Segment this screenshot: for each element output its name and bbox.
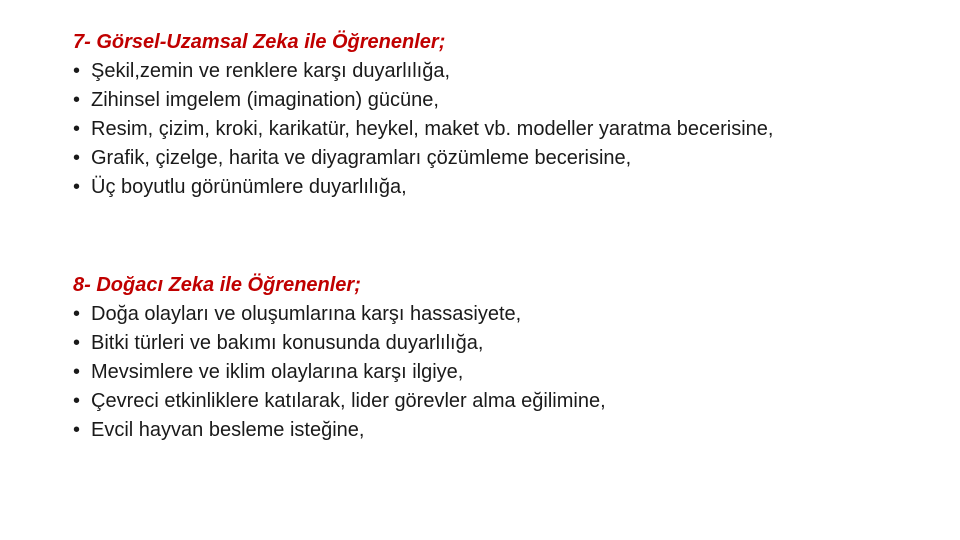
list-item-text: Çevreci etkinliklere katılarak, lider görevler alma eğilimine, [91,390,606,412]
list-item [73,358,833,387]
bullet-icon: • [73,118,81,140]
list-item [73,300,833,329]
list-item-text: Zihinsel imgelem (imagination) gücüne, [91,89,439,111]
bullet-icon: • [73,332,81,354]
section-heading: 7- Görsel-Uzamsal Zeka ile Öğrenenler; [73,31,446,53]
list-item [73,144,833,173]
bullet-icon: • [73,60,81,82]
list-item [73,387,833,416]
list-item [73,416,833,445]
list-item-text: Üç boyutlu görünümlere duyarlılığa, [91,176,407,198]
bullet-icon: • [73,419,81,441]
list-item [73,329,833,358]
list-item-text: Mevsimlere ve iklim olaylarına karşı ilgiye, [91,361,464,383]
bullet-icon: • [73,89,81,111]
bullet-list [73,300,833,445]
section-naturalist [73,271,833,445]
bullet-list [73,57,833,202]
list-item [73,173,833,202]
list-item-text: Doğa olayları ve oluşumlarına karşı hassasiyete, [91,303,522,325]
list-item-text: Grafik, çizelge, harita ve diyagramları çözümleme becerisine, [91,147,632,169]
list-item [73,115,833,144]
list-item-text: Bitki türleri ve bakımı konusunda duyarlılığa, [91,332,484,354]
section-heading: 8- Doğacı Zeka ile Öğrenenler; [73,274,361,296]
list-item [73,57,833,86]
bullet-icon: • [73,147,81,169]
list-item-text: Evcil hayvan besleme isteğine, [91,419,365,441]
bullet-icon: • [73,390,81,412]
bullet-icon: • [73,361,81,383]
list-item-text: Şekil,zemin ve renklere karşı duyarlılığa, [91,60,451,82]
list-item-text: Resim, çizim, kroki, karikatür, heykel, maket vb. modeller yaratma becerisine, [91,118,774,140]
section-visual-spatial [73,28,833,202]
bullet-icon: • [73,176,81,198]
bullet-icon: • [73,303,81,325]
list-item [73,86,833,115]
